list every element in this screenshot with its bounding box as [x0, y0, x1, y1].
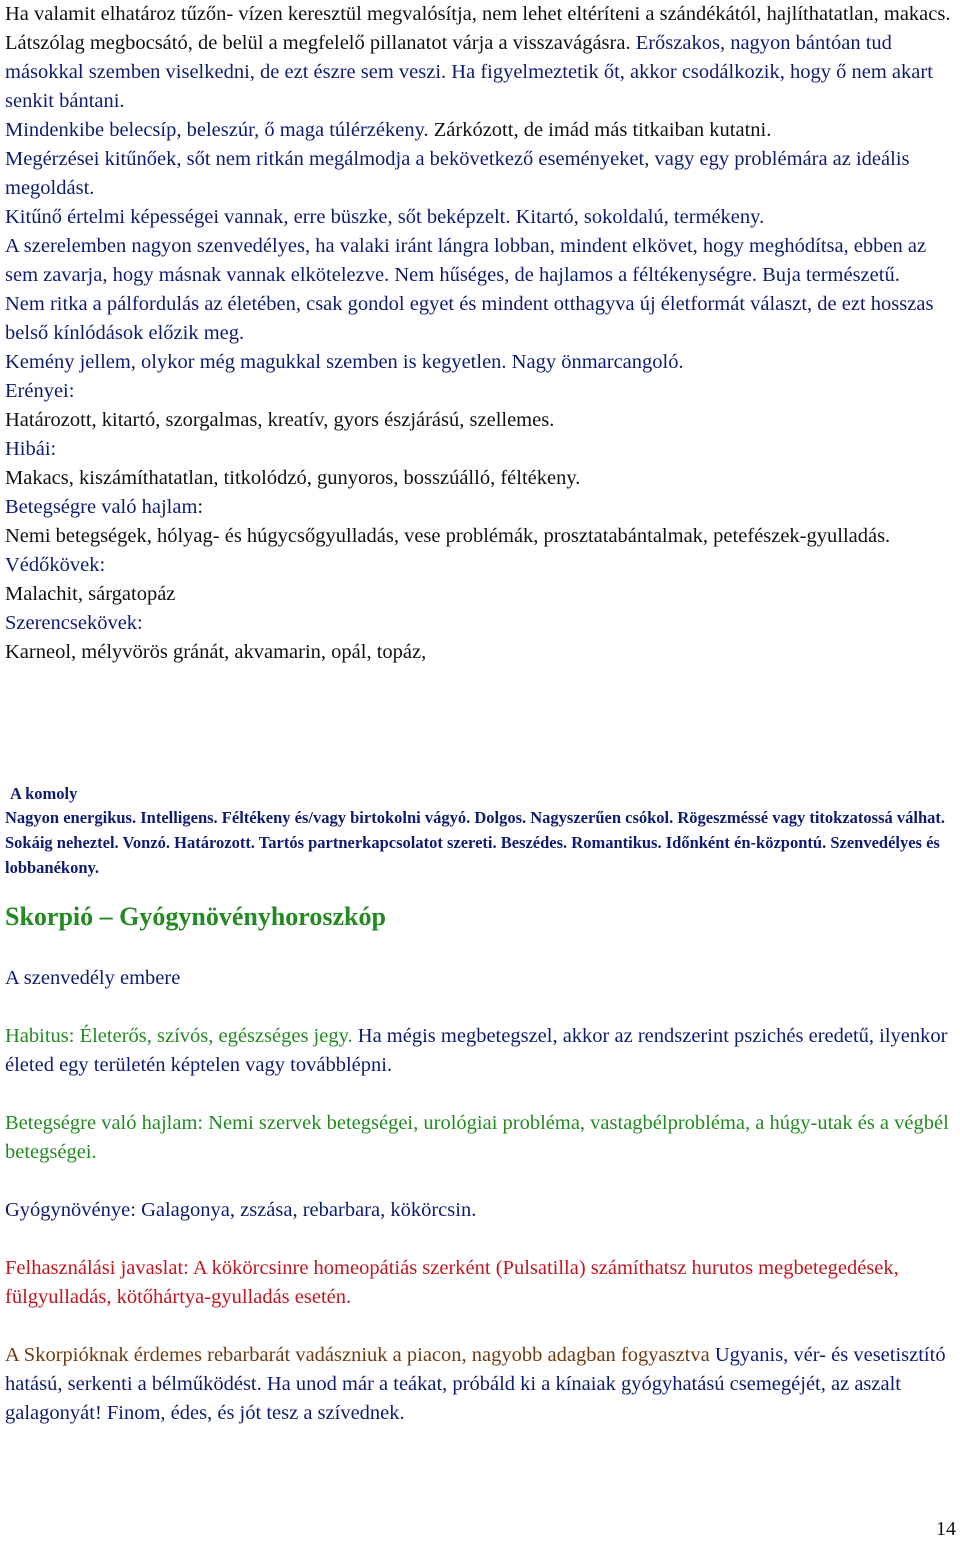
page-number: 14: [936, 1518, 956, 1540]
skorpio-section: [5, 964, 953, 1428]
spacer: [5, 1312, 953, 1341]
szerencsekovek-label: Szerencsekövek:: [5, 612, 143, 634]
hibai-value: Makacs, kiszámíthatatlan, titkolódzó, gunyoros, bosszúálló, féltékeny.: [5, 467, 581, 489]
intro-p3b-text: Zárkózott, de imád más titkaiban kutatni.: [433, 119, 772, 141]
rebarbara-paragraph: [5, 1341, 953, 1428]
szerencsekovek-heading: [5, 609, 953, 638]
hibai-text: [5, 464, 953, 493]
erenyei-label: Erényei:: [5, 380, 75, 402]
vedokovek-text: [5, 580, 953, 609]
intro-p1-text: Ha valamit elhatároz tűzőn- vízen keresztül megvalósítja, nem lehet eltéríteni a szándékától, hajlíthatatlan, makacs.: [5, 3, 951, 25]
intro-p7-text: Nem ritka a pálfordulás az életében, csak gondol egyet és mindent otthagyva új életformát választ, de ezt hosszas belső kínlódások előzik meg.: [5, 293, 934, 344]
betegseg-colon: :: [197, 496, 204, 518]
intro-paragraph-1: [5, 0, 953, 29]
intro-paragraph-6: [5, 232, 953, 290]
felhasznalas-paragraph: Felhasználási javaslat: A kökörcsinre homeopátiás szerként (Pulsatilla) számíthatsz hurutos megbetegedések, fülgyulladás, kötőhártya-gyulladás esetén.: [5, 1257, 899, 1308]
intro-p2a-text: Látszólag megbocsátó, de belül a megfelelő pillanatot várja a visszavágásra.: [5, 32, 636, 54]
intro-p6b-text: Nem hűséges, de hajlamos a féltékenységre. Buja természetű.: [394, 264, 900, 286]
habitus-a-text: Habitus: Életerős, szívós, egészséges jegy.: [5, 1025, 358, 1047]
intro-paragraph-2: [5, 29, 953, 116]
erenyei-heading: [5, 377, 953, 406]
vedokovek-heading: [5, 551, 953, 580]
spacer: [5, 1167, 953, 1196]
vedokovek-value: Malachit, sárgatopáz: [5, 583, 176, 605]
skorpio-subtitle: A szenvedély embere: [5, 967, 181, 989]
intro-paragraph-8: [5, 348, 953, 377]
intro-paragraph-7: [5, 290, 953, 348]
document-page: [5, 0, 953, 1424]
intro-p5b-text: Kitartó, sokoldalú, termékeny.: [515, 206, 765, 228]
komoly-text: Nagyon energikus. Intelligens. Féltékeny és/vagy birtokolni vágyó. Dolgos. Nagyszerűen csókol. Rögeszméssé vagy titokzatossá válhat. Sokáig neheztel. Vonzó. Határozott. Tartós partnerkapcsolatot szereti. Beszédes. Romantikus. Időnként én-központú. Szenvedélyes és lobbanékony.: [5, 808, 946, 877]
spacer: [5, 993, 953, 1022]
habitus-paragraph: [5, 1022, 953, 1080]
rebarbara-a-text: A Skorpióknak érdemes rebarbarát vadászniuk a piacon, nagyobb adagban fogyasztva: [5, 1344, 715, 1366]
spacer: [5, 1225, 953, 1254]
intro-paragraph-4: [5, 145, 953, 203]
intro-p2b-text: Erőszakos, nagyon bántóan tud másokkal szemben viselkedni, de ezt észre sem veszi. Ha figyelmeztetik őt, akkor csodálkozik, hogy ő nem akart senkit bántani.: [5, 32, 933, 112]
szerencsekovek-value: Karneol, mélyvörös gránát, akvamarin, opál, topáz,: [5, 641, 427, 663]
habitus-b-text: Ha mégis megbetegszel, akkor az rendszerint pszichés eredetű, ilyenkor életed egy területén képtelen vagy továbblépni.: [5, 1025, 948, 1076]
intro-p5a-text: Kitűnő értelmi képességei vannak, erre büszke, sőt beképzelt.: [5, 206, 516, 228]
intro-p8b-text: Nagy önmarcangoló.: [511, 351, 684, 373]
intro-paragraph-5: [5, 203, 953, 232]
skorpio-title: Skorpió – Gyógynövényhoroszkóp: [5, 902, 386, 931]
komoly-title: A komoly: [10, 784, 78, 803]
intro-p4-text: Megérzései kitűnőek, sőt nem ritkán megálmodja a bekövetkező eseményeket, vagy egy problémára az ideális megoldást.: [5, 148, 910, 199]
intro-paragraph-3: [5, 116, 953, 145]
erenyei-value: Határozott, kitartó, szorgalmas, kreatív, gyors észjárású, szellemes.: [5, 409, 555, 431]
betegseg-heading: [5, 493, 953, 522]
hibai-label: Hibái:: [5, 438, 57, 460]
betegseg-paragraph: Betegségre való hajlam: Nemi szervek betegségei, urológiai probléma, vastagbélprobléma, a húgy-utak és a végbél betegségei.: [5, 1112, 949, 1163]
erenyei-text: [5, 406, 953, 435]
rebarbara-b-text: Ugyanis, vér- és vesetisztító hatású, serkenti a bélműködést. Ha unod már a teákat, próbáld ki a kínaiak gyógyhatású csemegéjét, az aszalt galagonyát! Finom, édes, és jót tesz a szívednek.: [5, 1344, 946, 1424]
betegseg-label: Betegségre való hajlam: [5, 496, 198, 518]
gyogynoveny-paragraph: Gyógynövénye: Galagonya, zszása, rebarbara, kökörcsin.: [5, 1199, 477, 1221]
hibai-heading: [5, 435, 953, 464]
vedokovek-label: Védőkövek:: [5, 554, 106, 576]
intro-p6a-text: A szerelemben nagyon szenvedélyes, ha valaki iránt lángra lobban, mindent elkövet, hogy meghódítsa, ebben az sem zavarja, hogy másnak vannak elkötelezve.: [5, 235, 927, 286]
betegseg-text: [5, 522, 953, 551]
betegseg-value: Nemi betegségek, hólyag- és húgycsőgyulladás, vese problémák, prosztatabántalmak, petefészek-gyulladás.: [5, 525, 891, 547]
szerencsekovek-text: [5, 638, 953, 667]
intro-p3a-text: Mindenkibe belecsíp, beleszúr, ő maga túlérzékeny.: [5, 119, 434, 141]
intro-p8a-text: Kemény jellem, olykor még magukkal szemben is kegyetlen.: [5, 351, 512, 373]
spacer: [5, 1080, 953, 1109]
